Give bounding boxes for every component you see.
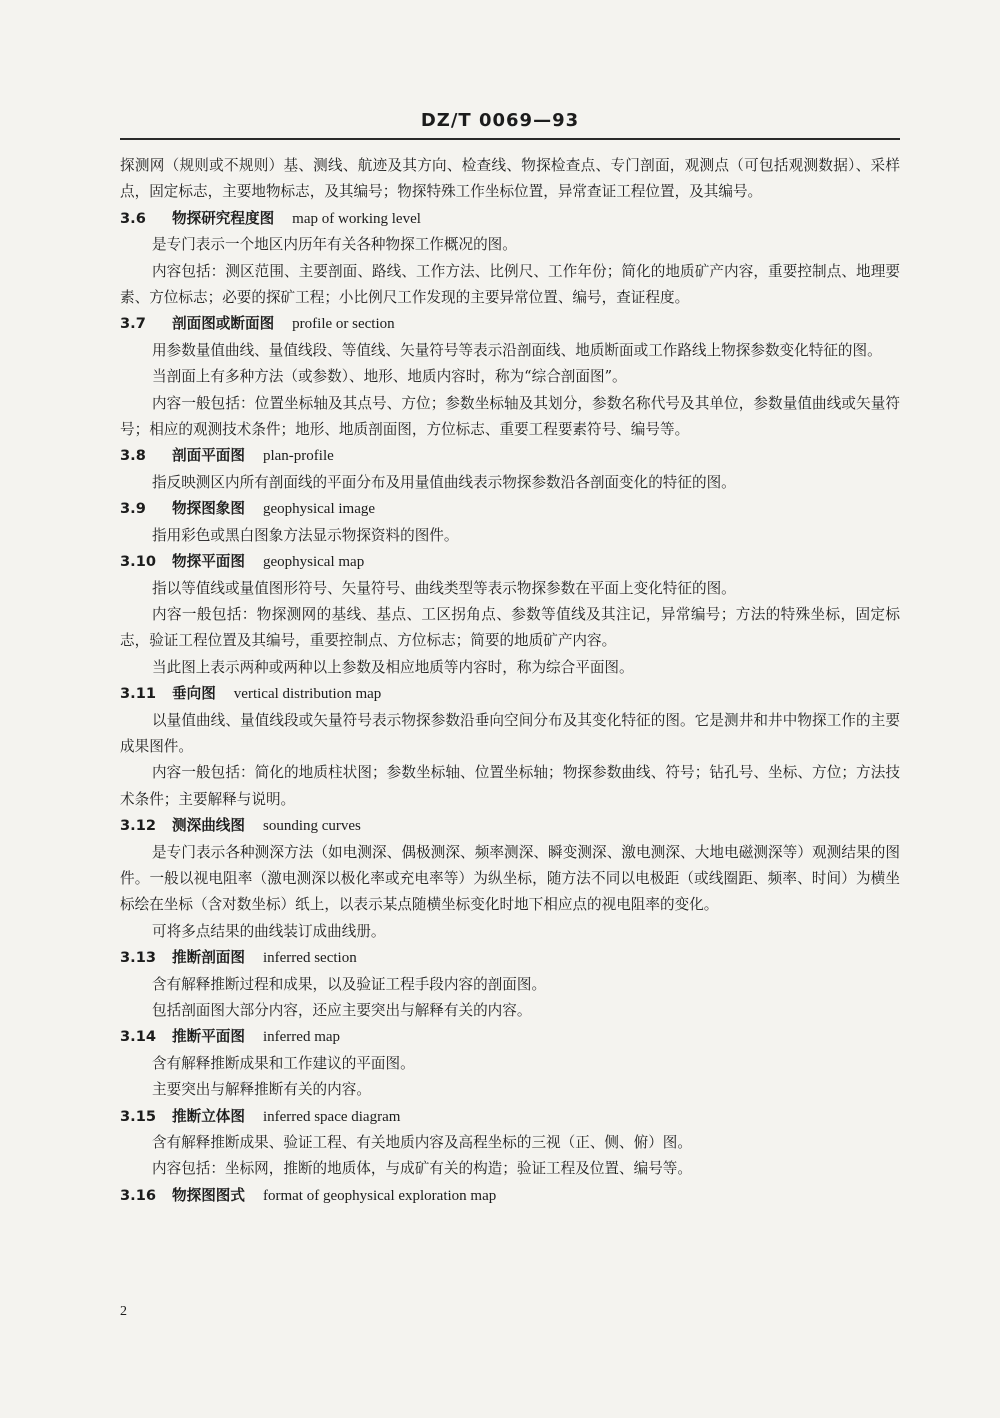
section-paragraph: 以量值曲线、量值线段或矢量符号表示物探参数沿垂向空间分布及其变化特征的图。它是测井和井中物探工作的主要成果图件。 xyxy=(120,711,900,755)
section-title-en: profile or section xyxy=(292,316,395,333)
section-title-en: inferred section xyxy=(262,950,357,967)
section-paragraph: 指反映测区内所有剖面线的平面分布及用量值曲线表示物探参数沿各剖面变化的特征的图。 xyxy=(152,473,736,491)
section-title-en: vertical distribution map xyxy=(233,686,382,703)
section-title-zh: 测深曲线图 xyxy=(172,817,245,835)
section-title-en: format of geophysical exploration map xyxy=(262,1187,497,1204)
section-title-zh: 垂向图 xyxy=(172,685,216,703)
section-number: 3.6 xyxy=(120,209,146,227)
section-heading xyxy=(120,681,900,707)
header-rule xyxy=(120,138,900,140)
standard-code-header: DZ/T 0069—93 xyxy=(420,110,580,131)
section-paragraph: 是专门表示一个地区内历年有关各种物探工作概况的图。 xyxy=(152,236,517,254)
section-heading xyxy=(120,311,900,337)
section-title-en: geophysical image xyxy=(262,501,376,518)
section-paragraph: 是专门表示各种测深方法（如电测深、偶极测深、频率测深、瞬变测深、激电测深、大地电磁测深等）观测结果的图件。一般以视电阻率（激电测深以极化率或充电率等）为纵坐标，随方法不同以电极距（或线圈距、频率、时间）为横坐标绘在坐标（含对数坐标）纸上，以表示某点随横坐标变化时地下相应点的视电阻率的变化。 xyxy=(120,843,900,914)
section-paragraph: 内容包括：坐标网，推断的地质体，与成矿有关的构造；验证工程及位置、编号等。 xyxy=(152,1160,692,1178)
section-number: 3.12 xyxy=(120,817,157,835)
section-paragraph: 含有解释推断成果、验证工程、有关地质内容及高程坐标的三视（正、侧、俯）图。 xyxy=(152,1134,692,1152)
section-paragraph: 包括剖面图大部分内容，还应主要突出与解释有关的内容。 xyxy=(152,1002,532,1019)
section-number: 3.9 xyxy=(120,500,146,518)
section-paragraph: 含有解释推断成果和工作建议的平面图。 xyxy=(152,1054,415,1072)
section-heading xyxy=(120,1024,900,1050)
section-number: 3.7 xyxy=(120,315,146,333)
section-heading xyxy=(120,1104,900,1130)
section-title-en: sounding curves xyxy=(262,818,361,835)
section-paragraph: 主要突出与解释推断有关的内容。 xyxy=(152,1081,371,1099)
section-paragraph: 内容包括：测区范围、主要剖面、路线、工作方法、比例尺、工作年份；简化的地质矿产内容，重要控制点、地理要素、方位标志；必要的探矿工程；小比例尺工作发现的主要异常位置、编号，查证程度。 xyxy=(120,262,900,307)
section-paragraph: 内容一般包括：简化的地质柱状图；参数坐标轴、位置坐标轴；物探参数曲线、符号；钻孔号、坐标、方位；方法技术条件；主要解释与说明。 xyxy=(120,764,900,808)
section-number: 3.14 xyxy=(120,1028,157,1046)
section-title-zh: 剖面平面图 xyxy=(172,447,245,465)
section-title-zh: 推断立体图 xyxy=(172,1107,245,1125)
section-number: 3.8 xyxy=(120,447,146,465)
section-title-en: geophysical map xyxy=(262,554,365,571)
section-paragraph: 指以等值线或量值图形符号、矢量符号、曲线类型等表示物探参数在平面上变化特征的图。 xyxy=(152,579,736,597)
section-heading xyxy=(120,496,900,522)
section-title-en: map of working level xyxy=(292,210,421,227)
section-number: 3.10 xyxy=(120,553,157,571)
section-title-en: inferred space diagram xyxy=(262,1108,401,1125)
section-paragraph: 当剖面上有多种方法（或参数）、地形、地质内容时，称为“综合剖面图”。 xyxy=(152,368,627,386)
section-title-zh: 物探平面图 xyxy=(172,553,245,571)
section-paragraph: 可将多点结果的曲线装订成曲线册。 xyxy=(152,922,386,940)
section-number: 3.15 xyxy=(120,1107,157,1125)
section-heading xyxy=(120,813,900,839)
section-title-zh: 物探图象图 xyxy=(172,500,245,518)
section-number: 3.13 xyxy=(120,949,157,967)
section-paragraph: 内容一般包括：位置坐标轴及其点号、方位；参数坐标轴及其划分，参数名称代号及其单位，参数量值曲线或矢量符号；相应的观测技术条件；地形、地质剖面图，方位标志、重要工程要素符号、编号等。 xyxy=(120,394,900,439)
section-paragraph: 用参数量值曲线、量值线段、等值线、矢量符号等表示沿剖面线、地质断面或工作路线上物探参数变化特征的图。 xyxy=(152,341,882,359)
page-number: 2 xyxy=(120,1304,127,1319)
section-heading xyxy=(120,443,900,469)
section-heading xyxy=(120,1183,900,1209)
intro-paragraph: 探测网（规则或不规则）基、测线、航迹及其方向、检查线、物探检查点、专门剖面，观测点（可包括观测数据）、采样点，固定标志，主要地物标志，及其编号；物探特殊工作坐标位置，异常查证工程位置，及其编号。 xyxy=(120,157,900,201)
section-title-zh: 剖面图或断面图 xyxy=(172,315,275,333)
section-paragraph: 含有解释推断过程和成果，以及验证工程手段内容的剖面图。 xyxy=(152,975,547,993)
section-heading xyxy=(120,549,900,575)
section-title-en: inferred map xyxy=(262,1029,341,1046)
section-title-zh: 物探研究程度图 xyxy=(172,209,275,227)
section-title-zh: 推断平面图 xyxy=(172,1028,245,1046)
section-title-zh: 推断剖面图 xyxy=(172,949,245,967)
section-heading xyxy=(120,206,900,232)
section-number: 3.16 xyxy=(120,1186,157,1204)
section-heading xyxy=(120,945,900,971)
section-paragraph: 当此图上表示两种或两种以上参数及相应地质等内容时，称为综合平面图。 xyxy=(152,658,634,676)
section-title-zh: 物探图图式 xyxy=(172,1186,245,1204)
document-body xyxy=(120,153,900,1209)
section-paragraph: 指用彩色或黑白图象方法显示物探资料的图件。 xyxy=(152,526,459,544)
section-paragraph: 内容一般包括：物探测网的基线、基点、工区拐角点、参数等值线及其注记，异常编号；方法的特殊坐标，固定标志，验证工程位置及其编号，重要控制点、方位标志；简要的地质矿产内容。 xyxy=(120,605,900,650)
section-title-en: plan-profile xyxy=(262,448,334,465)
section-number: 3.11 xyxy=(120,685,157,703)
